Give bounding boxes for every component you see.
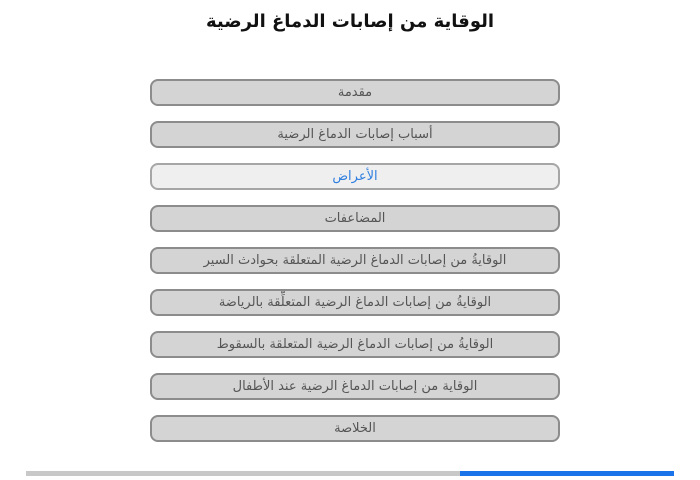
menu-item-prevention-sports[interactable]: الوقايةُ من إصابات الدماغ الرضية المتعلِّقة بالرياضة [150,289,560,316]
progress-bar-fill [460,471,674,476]
menu-item-causes[interactable]: أسباب إصابات الدماغ الرضية [150,121,560,148]
progress-bar [26,471,674,476]
menu-item-prevention-children[interactable]: الوقاية من إصابات الدماغ الرضية عند الأطفال [150,373,560,400]
menu-item-introduction[interactable]: مقدمة [150,79,560,106]
page-title: الوقاية من إصابات الدماغ الرضية [205,11,495,32]
menu-item-complications[interactable]: المضاعفات [150,205,560,232]
section-menu [150,79,560,442]
menu-item-prevention-falls[interactable]: الوقايةُ من إصابات الدماغ الرضية المتعلقة بالسقوط [150,331,560,358]
menu-item-conclusion[interactable]: الخلاصة [150,415,560,442]
menu-item-symptoms[interactable]: الأعراض [150,163,560,190]
menu-item-prevention-traffic[interactable]: الوقايةُ من إصابات الدماغ الرضية المتعلقة بحوادث السير [150,247,560,274]
